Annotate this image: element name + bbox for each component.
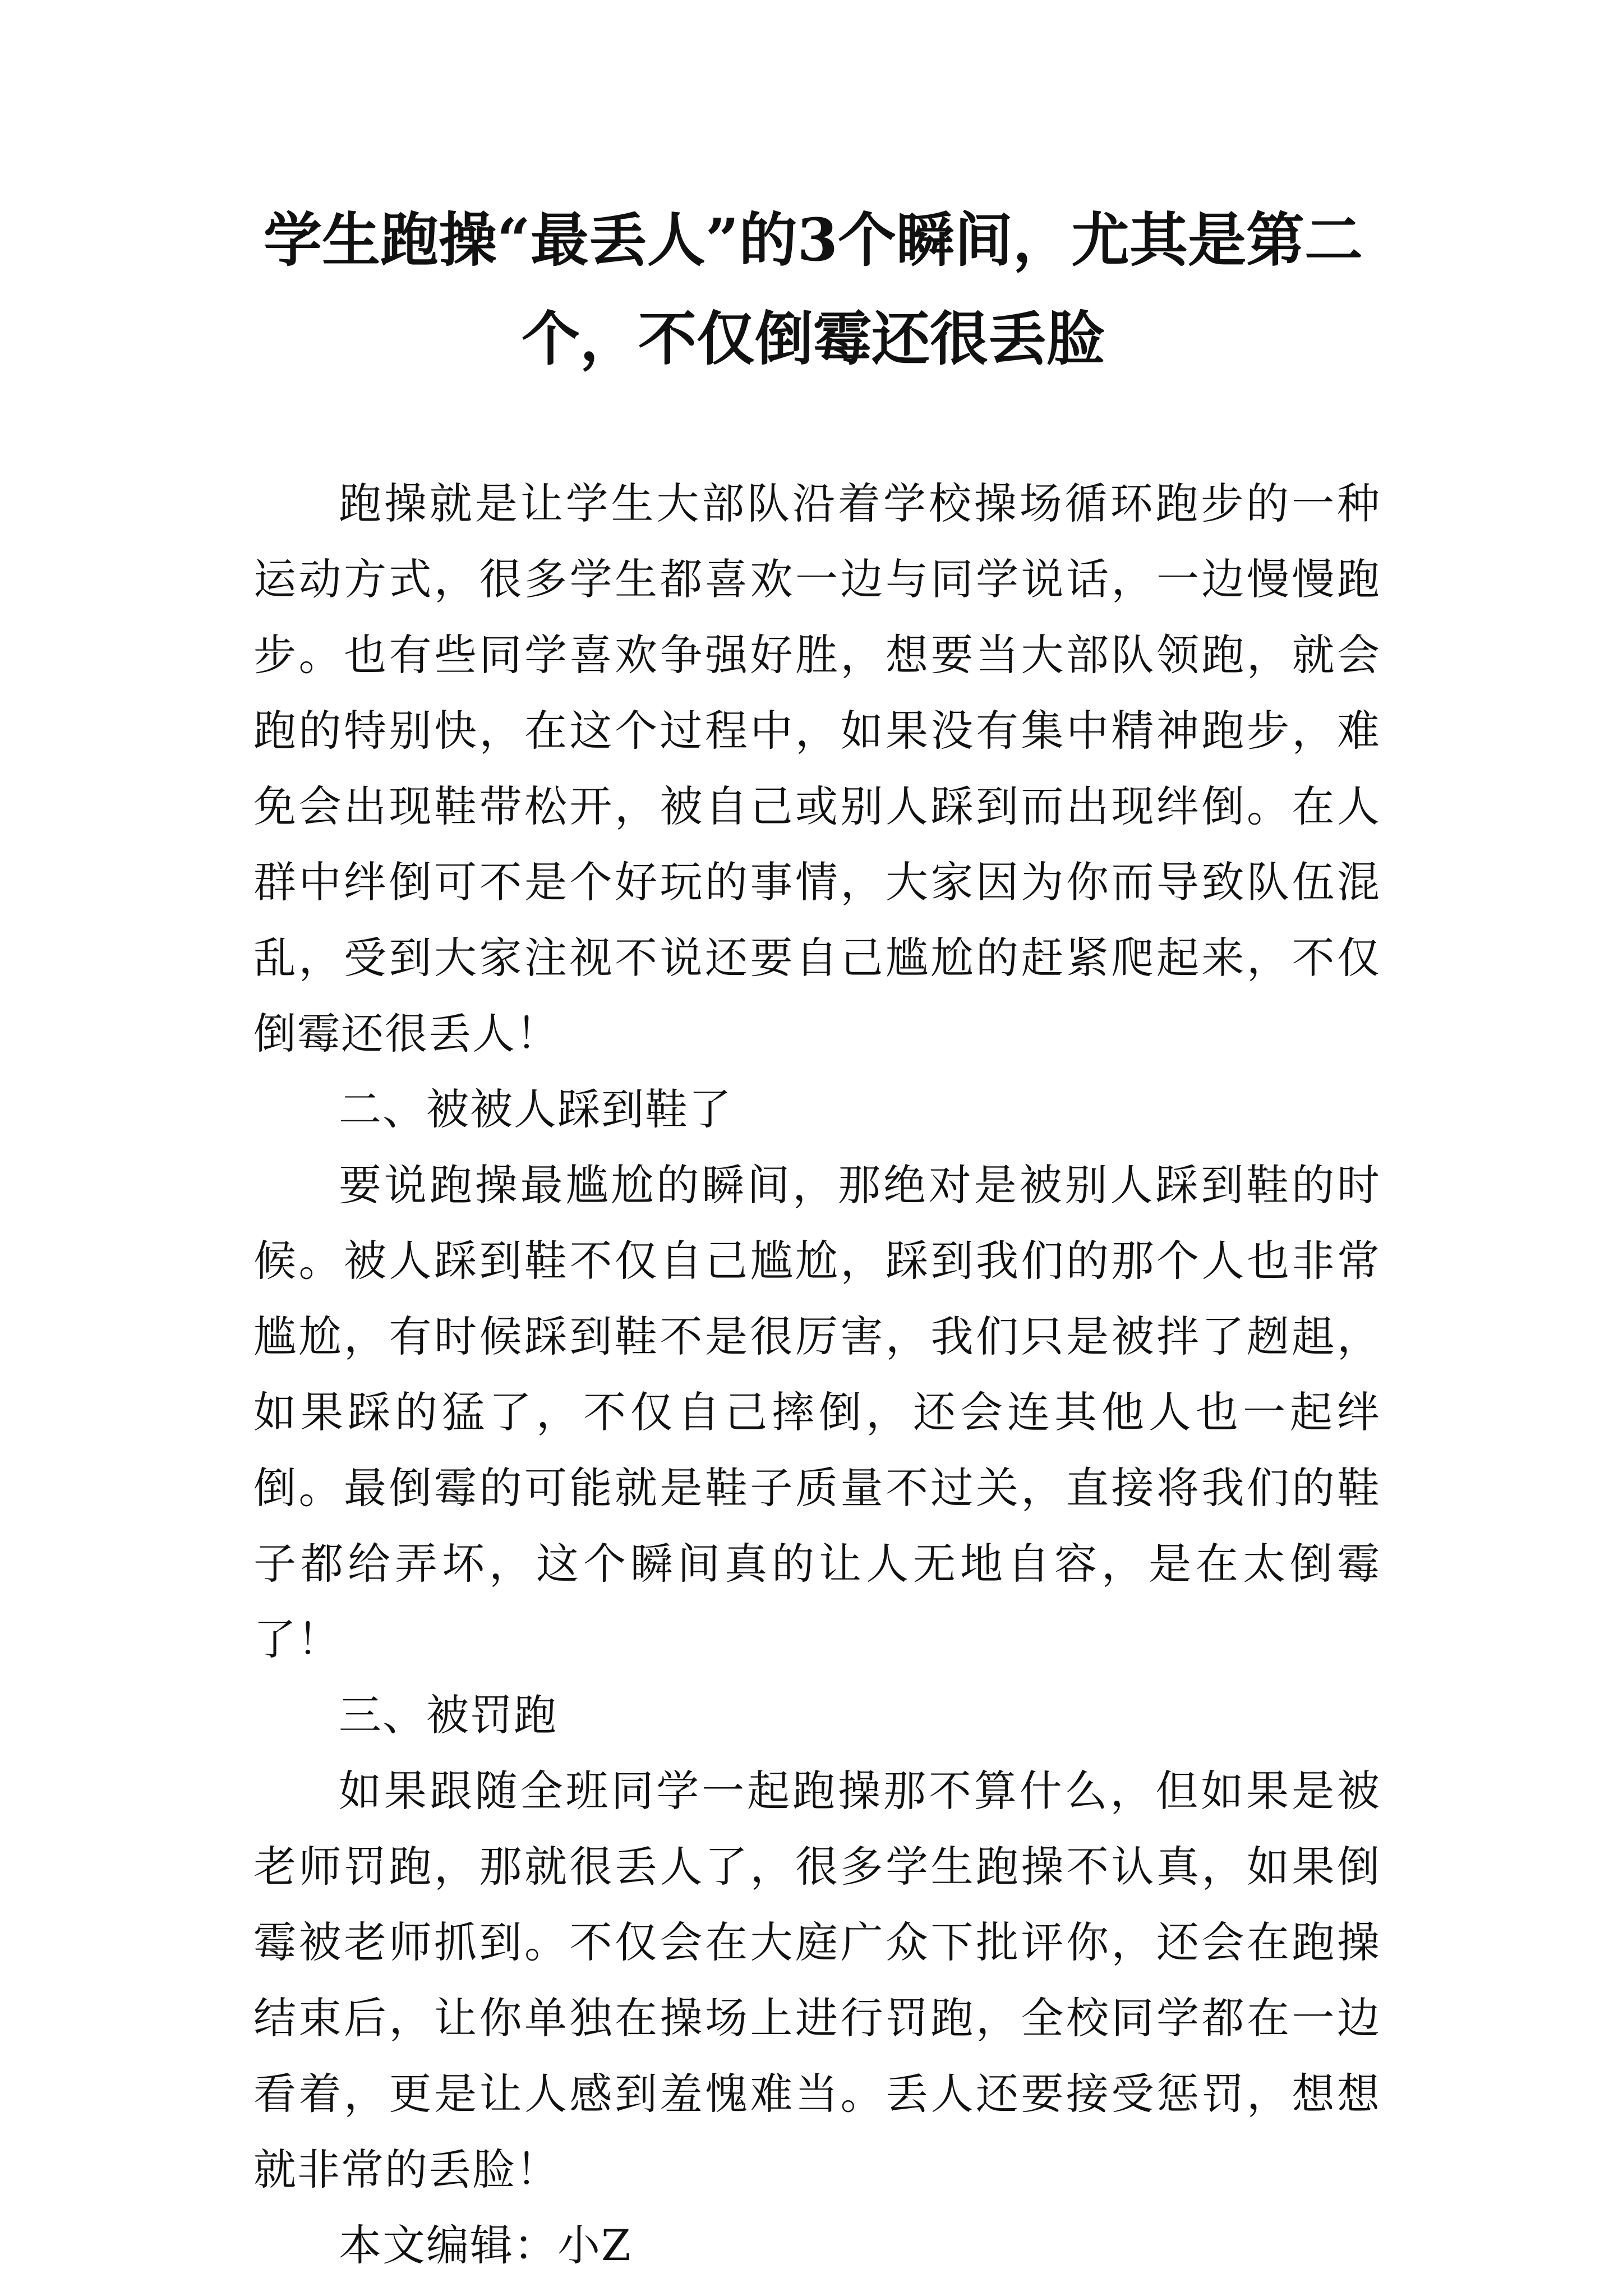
- section-heading-3: 三、被罚跑: [339, 1690, 557, 1740]
- paragraph-intro: 跑操就是让学生大部队沿着学校操场循环跑步的一种运动方式，很多学生都喜欢一边与同学说话，一边慢慢跑步。也有些同学喜欢争强好胜，想要当大部队领跑，就会跑的特别快，在这个过程中，如果没有集中精神跑步，难免会出现鞋带松开，被自己或别人踩到而出现绊倒。在人群中绊倒可不是个好玩的事情，大家因为你而导致队伍混乱，受到大家注视不说还要自己尴尬的赶紧爬起来，不仅倒霉还很丢人！: [253, 478, 1381, 1059]
- document-body: [253, 466, 1381, 2283]
- section-heading-2: 二、被被人踩到鞋了: [339, 1084, 732, 1134]
- document-title: 学生跑操“最丢人”的3个瞬间，尤其是第二个，不仅倒霉还很丢脸: [263, 205, 1363, 373]
- editor-credit: 本文编辑：小Z: [339, 2220, 632, 2270]
- paragraph-section-3: 如果跟随全班同学一起跑操那不算什么，但如果是被老师罚跑，那就很丢人了，很多学生跑操不认真，如果倒霉被老师抓到。不仅会在大庭广众下批评你，还会在跑操结束后，让你单独在操场上进行罚跑，全校同学都在一边看着，更是让人感到羞愧难当。丢人还要接受惩罚，想想就非常的丢脸！: [253, 1766, 1381, 2194]
- paragraph-section-2: 要说跑操最尴尬的瞬间，那绝对是被别人踩到鞋的时候。被人踩到鞋不仅自己尴尬，踩到我们的那个人也非常尴尬，有时候踩到鞋不是很厉害，我们只是被拌了趔趄，如果踩的猛了，不仅自己摔倒，还会连其他人也一起绊倒。最倒霉的可能就是鞋子质量不过关，直接将我们的鞋子都给弄坏，这个瞬间真的让人无地自容，是在太倒霉了！: [253, 1160, 1381, 1664]
